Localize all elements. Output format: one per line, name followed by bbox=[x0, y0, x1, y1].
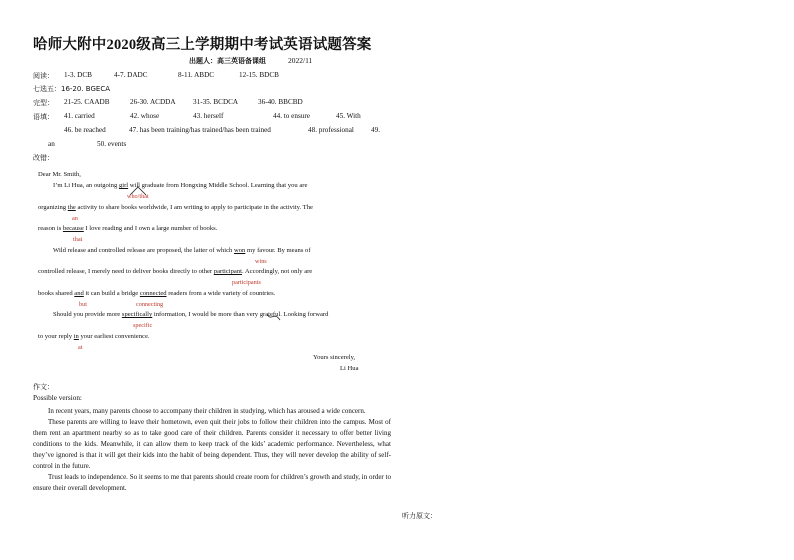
struck-word: very bbox=[246, 311, 259, 318]
deletion-mark bbox=[266, 311, 282, 322]
error-word: specifically bbox=[121, 311, 153, 318]
correction-word: wins bbox=[255, 258, 267, 265]
correction-word: but bbox=[79, 301, 87, 308]
correction-word: participants bbox=[232, 279, 261, 286]
answer-item: 50. events bbox=[97, 140, 127, 148]
error-word: won bbox=[233, 247, 246, 254]
correction-word: specific bbox=[133, 322, 153, 329]
answer-item: 46. be reached bbox=[64, 126, 106, 134]
grammar-label: 语填： bbox=[33, 113, 54, 121]
error-word: the bbox=[67, 204, 76, 211]
answer-item: 49. bbox=[371, 126, 380, 134]
answer-item: 44. to ensure bbox=[273, 112, 310, 120]
page-title: 哈师大附中2020级高三上学期期中考试英语试题答案 bbox=[33, 37, 372, 53]
letter-line: Should you provide more specifically information, I would be more than very grateful. Looking forward bbox=[53, 311, 329, 318]
error-word: connected bbox=[139, 290, 167, 297]
answer-item: 26-30. ACDDA bbox=[130, 98, 176, 106]
listening-label: 听力原文： bbox=[402, 512, 437, 520]
letter-line: Wild release and controlled release are proposed, the latter of which won my favour. By means of bbox=[53, 247, 311, 254]
essay-body bbox=[33, 406, 391, 494]
error-word: in bbox=[73, 333, 79, 340]
correction-label: 改错： bbox=[33, 154, 54, 162]
essay-paragraph: Trust leads to independence. So it seems to me that parents should create room for children’s growth and study, in order to ensure their overall development. bbox=[33, 473, 391, 492]
letter-line: to your reply in your earliest convenience. bbox=[38, 333, 150, 340]
author-line bbox=[189, 56, 312, 66]
answer-item: 45. With bbox=[336, 112, 361, 120]
answer-item: 31-35. BCDCA bbox=[193, 98, 239, 106]
answer-item: 4-7. DADC bbox=[114, 71, 148, 79]
error-word: and bbox=[74, 290, 84, 297]
answer-item: 12-15. BDCB bbox=[239, 71, 279, 79]
date: 2022/11 bbox=[288, 56, 313, 65]
answer-item: 48. professional bbox=[308, 126, 354, 134]
letter-line: books shared and it can build a bridge connected readers from a wide variety of countries. bbox=[38, 290, 276, 297]
possible-version-label: Possible version: bbox=[33, 394, 82, 402]
reading-label: 阅读： bbox=[33, 72, 54, 80]
seven-answers: 七选五：16-20. BGECA bbox=[33, 85, 110, 93]
correction-word: an bbox=[72, 215, 78, 222]
answer-item: an bbox=[48, 140, 55, 148]
answer-item: 36-40. BBCBD bbox=[258, 98, 303, 106]
correction-word: who/that bbox=[127, 193, 149, 200]
error-word: girl bbox=[118, 182, 129, 189]
essay-paragraph: In recent years, many parents choose to accompany their children in studying, which has aroused a wide concern. bbox=[48, 407, 366, 415]
writing-label: 作文： bbox=[33, 383, 54, 391]
correction-word: at bbox=[78, 344, 83, 351]
essay-paragraph: These parents are willing to leave their hometown, even quit their jobs to follow their children into the campus. Most of them rent an apartment nearby so as to take good care of their children. Parents consider it necessary to offer better living conditions to the kids. Meanwhile, it can allow them to keep track of the kids’ academic performance. Nevertheless, what they’ve ignored is that it will get their kids into the habit of being dependent. Thus, they will never develop the ability of self-control in the future. bbox=[33, 418, 391, 470]
author: 出题人：高三英语备课组 bbox=[189, 57, 266, 65]
cloze-label: 完型： bbox=[33, 99, 54, 107]
error-word: participant bbox=[213, 268, 242, 275]
letter-closing: Yours sincerely, bbox=[313, 354, 356, 361]
correction-word: connecting bbox=[136, 301, 164, 308]
error-word: because bbox=[62, 225, 84, 232]
letter-line: reason is because I love reading and I own a large number of books. bbox=[38, 225, 218, 232]
correction-word: that bbox=[73, 236, 83, 243]
answer-item: 47. has been training/has trained/has been trained bbox=[129, 126, 271, 134]
answer-item: 8-11. ABDC bbox=[178, 71, 215, 79]
letter-line: controlled release, I merely need to deliver books directly to other participant. Accordingly, not only are bbox=[38, 268, 313, 275]
letter-salutation: Dear Mr. Smith, bbox=[38, 171, 81, 178]
letter-line: organizing the activity to share books worldwide, I am writing to apply to participate in the activity. The bbox=[38, 204, 313, 211]
answer-item: 43. herself bbox=[193, 112, 224, 120]
letter-line: I’m Li Hua, an outgoing girl will graduate from Hongxing Middle School. Learning that you are bbox=[53, 182, 308, 189]
letter-signature: Li Hua bbox=[340, 365, 359, 372]
answer-item: 21-25. CAADB bbox=[64, 98, 110, 106]
answer-item: 41. carried bbox=[64, 112, 95, 120]
answer-item: 42. whose bbox=[130, 112, 160, 120]
answer-item: 1-3. DCB bbox=[64, 71, 92, 79]
